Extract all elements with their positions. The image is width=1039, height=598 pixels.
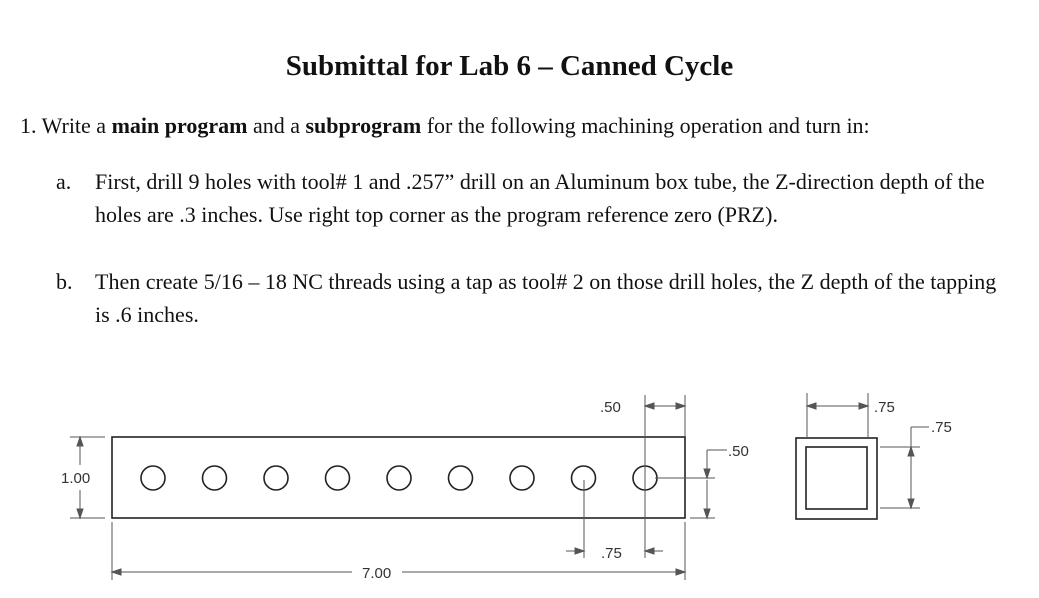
list-marker-a: a. (56, 169, 72, 194)
arrowhead (645, 548, 654, 554)
question-text-1: Write a (41, 113, 107, 138)
dim-label-height: 1.00 (61, 470, 91, 487)
list-text-a: First, drill 9 holes with tool# 1 and .257” drill on an Aluminum box tube, the Z-direction depth of the holes are .3 inches. Use right top corner as the program reference zero (PRZ). (95, 169, 985, 227)
arrowhead (645, 403, 654, 409)
arrowhead (859, 403, 868, 409)
question-text-2: and a (252, 113, 300, 138)
list-marker-b: b. (56, 269, 73, 294)
arrowhead (676, 569, 685, 575)
arrowhead (704, 509, 710, 518)
drill-hole (264, 466, 288, 490)
page-title: Submittal for Lab 6 – Canned Cycle (285, 50, 734, 82)
drill-hole (203, 466, 227, 490)
arrowhead (676, 403, 685, 409)
drill-hole (326, 466, 350, 490)
question-bold-subprogram: subprogram (305, 113, 422, 138)
dim-label-tube-height: .75 (931, 419, 952, 436)
question-bold-main-program: main program (111, 113, 248, 138)
drill-hole (141, 466, 165, 490)
tube-end-inner (806, 447, 867, 509)
arrowhead (77, 437, 83, 446)
dim-label-side-offset: .50 (728, 443, 749, 460)
arrowhead (908, 499, 914, 508)
arrowhead (908, 447, 914, 456)
dim-label-tube-width: .75 (874, 399, 895, 416)
drill-hole (510, 466, 534, 490)
question-number: 1. (20, 113, 37, 138)
arrowhead (77, 509, 83, 518)
bar-outline (112, 437, 685, 518)
drill-hole (387, 466, 411, 490)
dim-label-length: 7.00 (362, 565, 392, 582)
drill-hole (449, 466, 473, 490)
list-text-b: Then create 5/16 – 18 NC threads using a tap as tool# 2 on those drill holes, the Z depth of the tapping is .6 inches. (95, 269, 997, 327)
question-text-3: for the following machining operation and turn in: (426, 113, 870, 138)
tube-end-outer (796, 438, 877, 519)
dim-label-top-offset: .50 (600, 399, 621, 416)
dim-label-hole-pitch: .75 (601, 545, 622, 562)
arrowhead (112, 569, 121, 575)
arrowhead (575, 548, 584, 554)
arrowhead (807, 403, 816, 409)
arrowhead (704, 469, 710, 478)
hole-group (141, 466, 657, 490)
